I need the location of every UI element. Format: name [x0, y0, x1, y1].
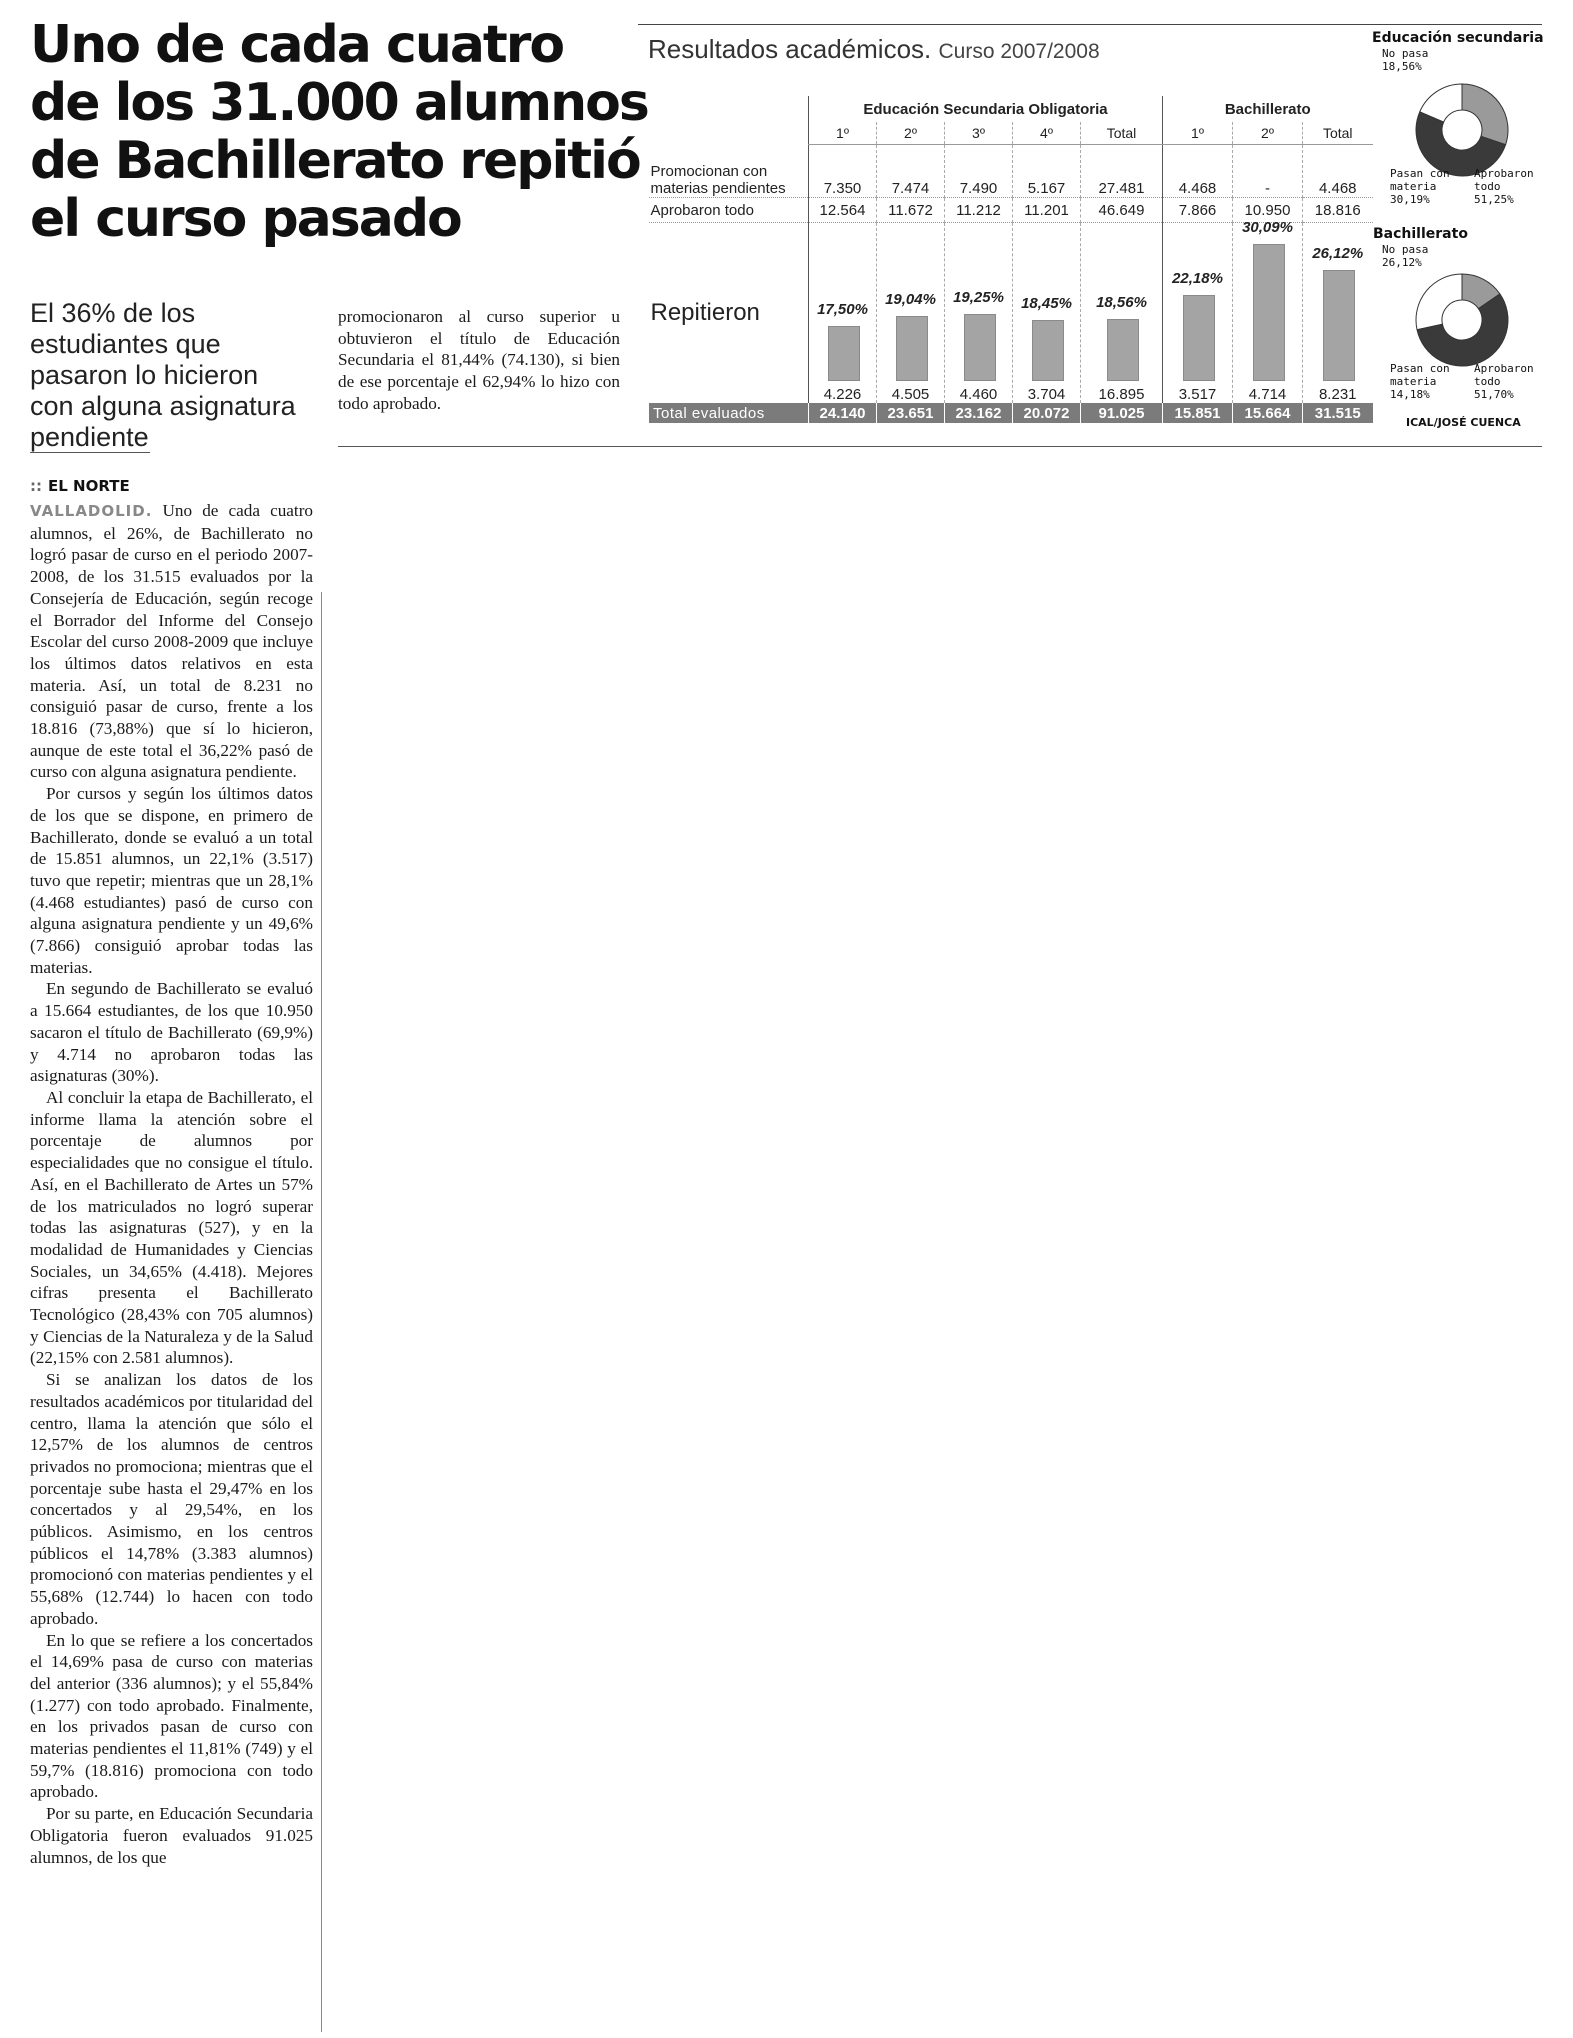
- repeat-bar: [1183, 295, 1215, 381]
- body-paragraph: Si se analizan los datos de los resultados académicos por titularidad del centro, llama la atención que sólo el 12,57% de los alumnos de centros privados no promociona; mientras que el porcentaje sube hasta el 29,47% en los concertados y al 29,54%, en los públicos. Asimismo, en los centros públicos el 14,78% (3.383 alumnos) promocionó con materias pendientes y el 55,68% (12.744) lo hacen con todo aprobado.: [30, 1370, 313, 1628]
- bar-column: [1081, 223, 1162, 403]
- corner-cell: [649, 96, 809, 122]
- table-cell: 18.816: [1303, 198, 1373, 223]
- row-label-repitieron: Repitieron: [650, 299, 760, 326]
- pie-chart-bachillerato: [1412, 270, 1512, 370]
- column-header: Total: [1081, 122, 1163, 145]
- body-paragraph: Por su parte, en Educación Secundaria Obligatoria fueron evaluados 91.025 alumnos, de los que: [30, 1804, 313, 1867]
- headline-line: Uno de cada cuatro: [30, 15, 564, 75]
- repeat-percent-label: 19,04%: [885, 291, 936, 308]
- pie-label-aprobaron: [1474, 362, 1534, 401]
- repeat-count-label: 4.460: [959, 386, 998, 403]
- headline-line: de Bachillerato repitió: [30, 131, 640, 191]
- repeat-count-label: 4.505: [891, 386, 930, 403]
- headline-line: de los 31.000 alumnos: [30, 73, 648, 133]
- infographic-subtitle: Curso 2007/2008: [938, 40, 1100, 63]
- bar-column: [809, 223, 876, 403]
- table-cell: 5.167: [1013, 145, 1081, 198]
- subhead-line: pasaron lo hicieron: [30, 360, 259, 390]
- repeat-percent-label: 18,45%: [1021, 295, 1072, 312]
- article-continuation: [338, 306, 620, 415]
- column-header: Total: [1303, 122, 1373, 145]
- column-header: 2º: [877, 122, 945, 145]
- group-header-eso: Educación Secundaria Obligatoria: [809, 96, 1163, 122]
- subhead-line: estudiantes que: [30, 329, 221, 359]
- bar-column: [877, 223, 944, 403]
- bar-cell: [809, 223, 877, 404]
- table-cell: 24.140: [809, 403, 877, 423]
- pie-title-secundaria: Educación secundaria: [1372, 30, 1544, 46]
- bar-column: [1163, 223, 1232, 403]
- table-cell: 12.564: [809, 198, 877, 223]
- body-paragraph: Por cursos y según los últimos datos de los que se dispone, en primero de Bachillerato, donde se evaluó a un total de 15.851 alumnos, un 22,1% (3.517) tuvo que repetir; mientras que un 28,1% (4.468 estudiantes) pasó de curso con alguna asignatura pendiente y un 49,6% (7.866) consiguió aprobar todas las materias.: [30, 784, 313, 977]
- row-label-promocionan: Promocionan con materias pendientes: [650, 163, 786, 197]
- bar-column: [1233, 219, 1302, 403]
- column-header: 3º: [945, 122, 1013, 145]
- article-body: [30, 500, 313, 1868]
- pie-slice: [1416, 274, 1462, 330]
- pie-label-value: 51,70%: [1474, 388, 1514, 401]
- table-cell: 7.350: [809, 145, 877, 198]
- row-total: [649, 403, 1373, 423]
- pie-label-text: materia: [1390, 375, 1437, 388]
- group-header-bachillerato: Bachillerato: [1163, 96, 1373, 122]
- headline: [30, 15, 648, 249]
- row-label-aprobaron: Aprobaron todo: [649, 198, 809, 223]
- headline-line: el curso pasado: [30, 189, 461, 249]
- subhead-line: pendiente: [30, 422, 149, 452]
- repeat-bar: [1107, 319, 1139, 381]
- pie-label-value: 26,12%: [1382, 256, 1422, 269]
- table-cell: 10.950: [1233, 198, 1303, 223]
- bar-cell: [877, 223, 945, 404]
- repeat-count-label: 4.714: [1248, 386, 1287, 403]
- table-cell: 11.672: [877, 198, 945, 223]
- repeat-count-label: 8.231: [1318, 386, 1357, 403]
- row-label-total: Total evaluados: [649, 403, 809, 423]
- bar-column: [1303, 223, 1373, 403]
- table-cell: 7.866: [1163, 198, 1233, 223]
- repeat-count-label: 4.226: [823, 386, 862, 403]
- table-cell: 23.162: [945, 403, 1013, 423]
- column-header: 4º: [1013, 122, 1081, 145]
- byline: [30, 477, 130, 495]
- pie-label-text: todo: [1474, 180, 1501, 193]
- repeat-bar: [1323, 270, 1355, 381]
- bar-column: [945, 223, 1012, 403]
- table-cell: 91.025: [1081, 403, 1163, 423]
- subhead-line: con alguna asignatura: [30, 391, 296, 421]
- pie-label-value: 51,25%: [1474, 193, 1514, 206]
- table-cell: 15.851: [1163, 403, 1233, 423]
- table-cell: 20.072: [1013, 403, 1081, 423]
- results-table: [648, 96, 1373, 423]
- repeat-percent-label: 26,12%: [1312, 245, 1364, 262]
- infographic-title-main: Resultados académicos.: [648, 34, 932, 64]
- column-header: 1º: [1163, 122, 1233, 145]
- repeat-bar: [1032, 320, 1064, 381]
- repeat-percent-label: 19,25%: [953, 289, 1004, 306]
- repeat-bar: [828, 326, 860, 381]
- pie-chart-secundaria: [1412, 80, 1512, 180]
- pie-label-value: 14,18%: [1390, 388, 1430, 401]
- pie-label-text: No pasa: [1382, 47, 1429, 60]
- column-header: 1º: [809, 122, 877, 145]
- body-paragraph: [30, 500, 313, 783]
- byline-dots: ::: [30, 477, 42, 495]
- body-paragraph: En lo que se refiere a los concertados el 14,69% pasa de curso con materias del anterior (336 alumnos); y el 55,84% (1.277) con todo aprobado. Finalmente, en los privados pasan de curso con materias pendientes el 11,81% (749) y el 59,7% (18.816) promociona con todo aprobado.: [30, 1630, 313, 1802]
- pie-label-aprobaron: [1474, 167, 1534, 206]
- table-cell: -: [1233, 145, 1303, 198]
- pie-label-text: Aprobaron: [1474, 167, 1534, 180]
- pie-label-text: materia: [1390, 180, 1437, 193]
- graphic-credit: ICAL/JOSÉ CUENCA: [1406, 416, 1521, 429]
- pie-label-no-pasa: [1382, 47, 1428, 73]
- repeat-count-label: 3.517: [1178, 386, 1217, 403]
- table-cell: 46.649: [1081, 198, 1163, 223]
- repeat-percent-label: 30,09%: [1242, 219, 1293, 236]
- repeat-bar: [964, 314, 996, 381]
- pie-label-no-pasa: [1382, 243, 1428, 269]
- table-cell: 4.468: [1163, 145, 1233, 198]
- pie-label-value: 18,56%: [1382, 60, 1422, 73]
- pie-label-text: todo: [1474, 375, 1501, 388]
- pie-label-pasan: [1390, 167, 1450, 206]
- row-promocionan: [649, 145, 1373, 198]
- bar-cell: [1303, 223, 1373, 404]
- table-cell: 11.212: [945, 198, 1013, 223]
- column-header-row: [649, 122, 1373, 145]
- dateline: VALLADOLID.: [30, 502, 153, 520]
- infographic-top-rule: [638, 24, 1542, 25]
- continuation-paragraph: promocionaron al curso superior u obtuvieron el título de Educación Secundaria el 81,44% (74.130), si bien de ese porcentaje el 62,94% lo hizo con todo aprobado.: [338, 307, 620, 413]
- pie-label-value: 30,19%: [1390, 193, 1430, 206]
- subheadline: [30, 298, 330, 453]
- pie-label-text: Pasan con: [1390, 362, 1450, 375]
- table-cell: 11.201: [1013, 198, 1081, 223]
- pie-label-text: Aprobaron: [1474, 362, 1534, 375]
- table-cell: 7.474: [877, 145, 945, 198]
- bar-cell: [945, 223, 1013, 404]
- subhead-divider: [30, 452, 150, 453]
- infographic-title: [648, 34, 1100, 65]
- bar-cell: [1013, 223, 1081, 404]
- column-header: 2º: [1233, 122, 1303, 145]
- bar-column: [1013, 223, 1080, 403]
- body-paragraph: Al concluir la etapa de Bachillerato, el informe llama la atención sobre el porcentaje de alumnos por especialidades que no consigue el título. Así, en el Bachillerato de Artes un 57% de los matriculados no logró superar todas las asignaturas (527), y en la modalidad de Humanidades y Ciencias Sociales, un 34,65% (4.418). Mejores cifras presenta el Bachillerato Tecnológico (28,43% con 705 alumnos) y Ciencias de la Naturaleza y de la Salud (22,15% con 2.581 alumnos).: [30, 1087, 313, 1368]
- table-cell: 31.515: [1303, 403, 1373, 423]
- pie-slice: [1462, 84, 1508, 145]
- table-cell: 27.481: [1081, 145, 1163, 198]
- pie-label-text: Pasan con: [1390, 167, 1450, 180]
- repeat-count-label: 16.895: [1098, 386, 1145, 403]
- row-repitieron: [649, 223, 1373, 404]
- pie-label-text: No pasa: [1382, 243, 1429, 256]
- table-cell: 23.651: [877, 403, 945, 423]
- column-divider: [321, 592, 322, 2032]
- section-bottom-rule: [338, 446, 1542, 447]
- bar-cell: [1233, 219, 1303, 404]
- pie-title-bachillerato: Bachillerato: [1373, 226, 1468, 242]
- bar-cell: [1081, 223, 1163, 404]
- pie-label-pasan: [1390, 362, 1450, 401]
- repeat-bar: [1253, 244, 1285, 381]
- repeat-percent-label: 18,56%: [1096, 294, 1147, 311]
- repeat-percent-label: 22,18%: [1172, 270, 1223, 287]
- repeat-count-label: 3.704: [1027, 386, 1066, 403]
- subhead-line: El 36% de los: [30, 298, 196, 328]
- body-paragraph: En segundo de Bachillerato se evaluó a 15.664 estudiantes, de los que 10.950 sacaron el título de Bachillerato (69,9%) y 4.714 no aprobaron todas las asignaturas (30%).: [30, 979, 313, 1086]
- repeat-percent-label: 17,50%: [817, 301, 868, 318]
- table-cell: 7.490: [945, 145, 1013, 198]
- table-cell: 4.468: [1303, 145, 1373, 198]
- repeat-bar: [896, 316, 928, 381]
- corner-cell: [649, 122, 809, 145]
- byline-outlet: EL NORTE: [48, 477, 130, 495]
- bar-cell: [1163, 223, 1233, 404]
- table-cell: 15.664: [1233, 403, 1303, 423]
- body-paragraph-text: Uno de cada cuatro alumnos, el 26%, de Bachillerato no logró pasar de curso en el periodo 2007-2008, de los 31.515 evaluados por la Consejería de Educación, según recoge el Borrador del Informe del Consejo Escolar del curso 2008-2009 que incluye los últimos datos relativos en esta materia. Así, un total de 8.231 no consiguió pasar de curso, frente a los 18.816 (73,88%) que sí lo hicieron, aunque de este total el 36,22% pasó de curso con alguna asignatura pendiente.: [30, 501, 314, 782]
